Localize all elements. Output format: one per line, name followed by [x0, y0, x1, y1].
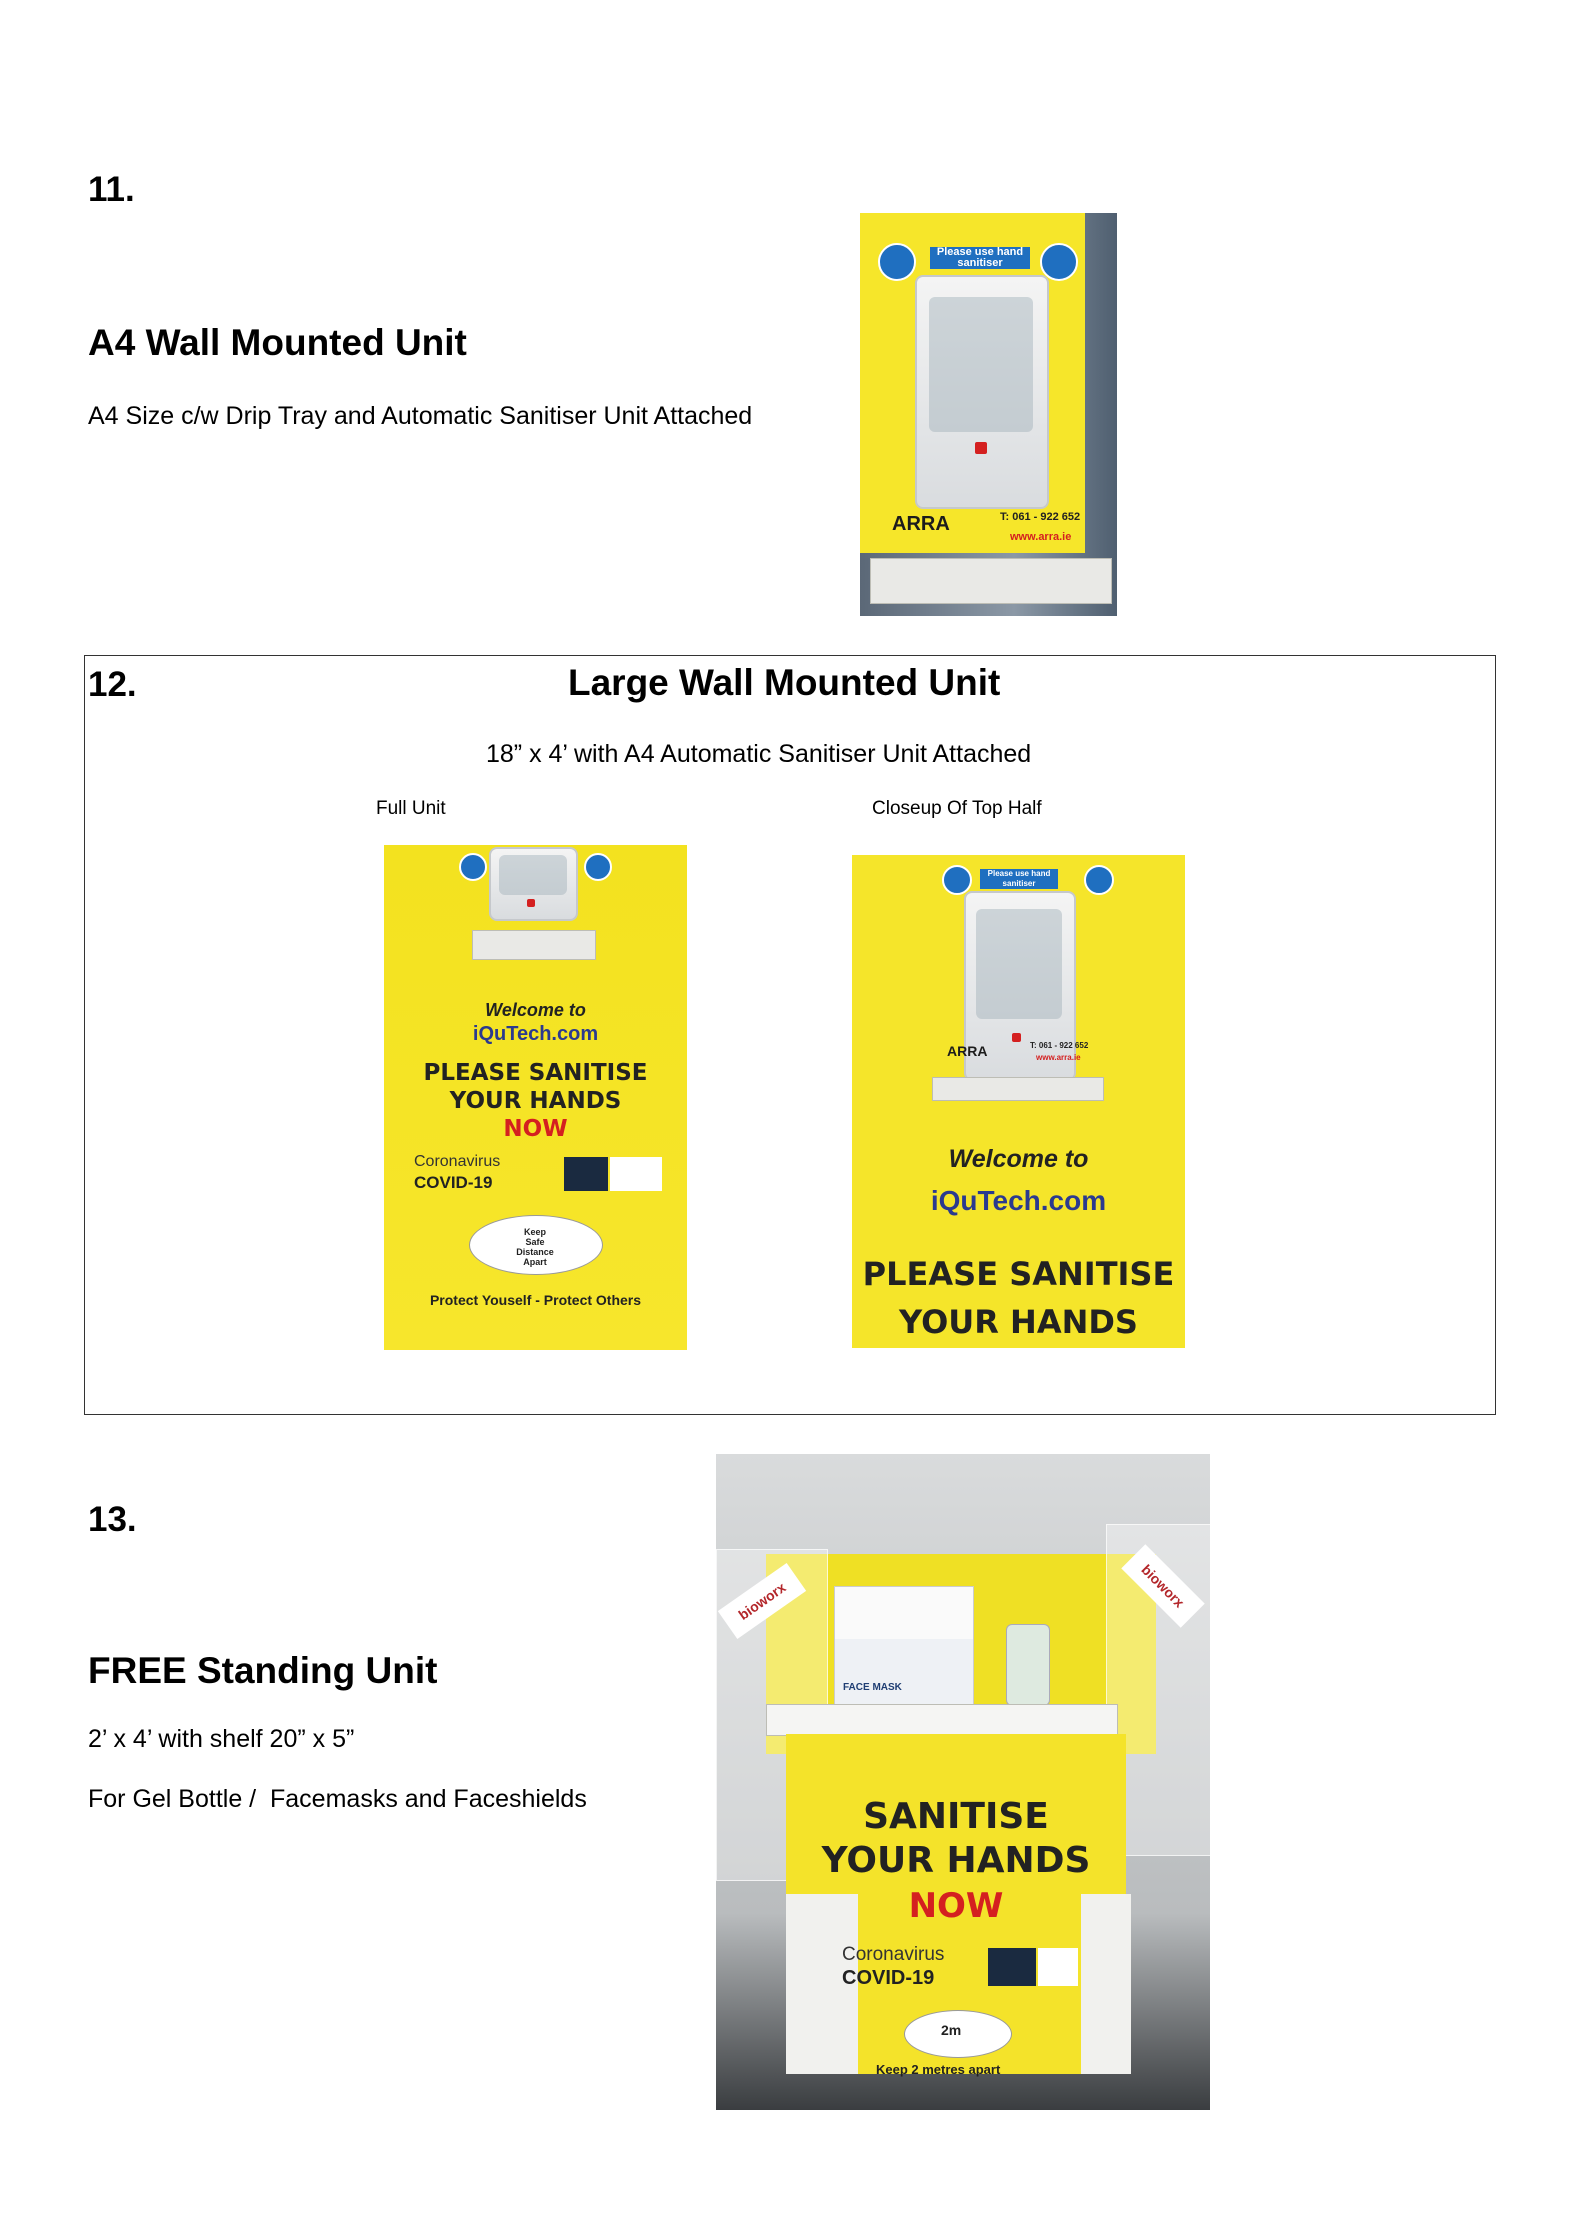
covid-virus-icon: [564, 1157, 608, 1191]
arra-phone: T: 061 - 922 652: [1030, 1041, 1089, 1050]
large-unit-closeup-photo: [852, 855, 1185, 1348]
section-12-title: Large Wall Mounted Unit: [568, 662, 1001, 703]
please-sanitise-line: PLEASE SANITISE: [862, 1255, 1175, 1293]
free-standing-unit-photo: [716, 1454, 1210, 2110]
now-line: NOW: [908, 1886, 1004, 1926]
arra-web: www.arra.ie: [1036, 1053, 1081, 1062]
large-unit-full-photo: [384, 845, 687, 1350]
arra-web: www.arra.ie: [1010, 531, 1072, 543]
caption-closeup: Closeup Of Top Half: [872, 798, 1042, 819]
sanitiser-dispenser: [489, 847, 578, 921]
face-mask-label: FACE MASK: [843, 1682, 902, 1693]
section-11-description: A4 Size c/w Drip Tray and Automatic Sanitiser Unit Attached: [88, 402, 753, 430]
caption-full-unit: Full Unit: [376, 798, 446, 819]
covid-text: COVID-19: [414, 1173, 493, 1192]
drip-tray: [472, 930, 596, 960]
welcome-text: Welcome to: [485, 1000, 586, 1020]
welcome-text: Welcome to: [948, 1145, 1089, 1173]
sanitiser-icon: [1084, 865, 1114, 895]
distance-text: Keep Safe Distance Apart: [516, 1227, 554, 1267]
hand-wash-icon: [459, 853, 487, 881]
sanitiser-icon: [1040, 243, 1078, 281]
now-line: NOW: [503, 1116, 568, 1142]
please-use-sign: Please use hand sanitiser: [980, 869, 1058, 889]
section-13-description-2: For Gel Bottle / Facemasks and Faceshields: [88, 1785, 587, 1813]
iqutech-logo: iQuTech.com: [472, 1023, 599, 1045]
section-13-title: FREE Standing Unit: [88, 1650, 438, 1691]
your-hands-line: YOUR HANDS: [899, 1303, 1138, 1341]
face-mask-box: [834, 1586, 974, 1710]
bioworx-tag-right: bioworx: [1121, 1544, 1204, 1627]
iqutech-logo: iQuTech.com: [930, 1185, 1107, 1216]
shelf: [766, 1704, 1118, 1736]
please-sanitise-line: PLEASE SANITISE: [423, 1060, 648, 1086]
coronavirus-text: Coronavirus: [414, 1153, 501, 1170]
bioworx-tag-left: bioworx: [718, 1563, 806, 1639]
section-12-frame: [84, 655, 1496, 1415]
arra-phone: T: 061 - 922 652: [1000, 511, 1081, 523]
please-use-sign: Please use hand sanitiser: [930, 247, 1030, 269]
covid-virus-icon: [988, 1948, 1036, 1986]
drip-tray: [932, 1077, 1104, 1101]
your-hands-line: YOUR HANDS: [821, 1840, 1091, 1881]
keep-apart-text: Keep 2 metres apart: [876, 2062, 1001, 2077]
drip-tray: [870, 558, 1112, 604]
section-13-description: 2’ x 4’ with shelf 20” x 5”: [88, 1725, 355, 1753]
section-11-number: 11.: [88, 170, 135, 209]
sanitiser-dispenser: [915, 275, 1049, 509]
hand-wash-icon: [942, 865, 972, 895]
covid-text: COVID-19: [842, 1967, 935, 1989]
section-13-number: 13.: [88, 1500, 137, 1539]
arra-logo: ARRA: [947, 1043, 988, 1059]
coronavirus-text: Coronavirus: [842, 1944, 945, 1965]
sanitise-line: SANITISE: [863, 1796, 1049, 1837]
section-12-number: 12.: [88, 665, 137, 704]
distance-text: 2m: [941, 2022, 962, 2038]
section-11-title: A4 Wall Mounted Unit: [88, 322, 467, 363]
section-12-description: 18” x 4’ with A4 Automatic Sanitiser Unit Attached: [486, 740, 1032, 768]
arra-logo: ARRA: [892, 513, 950, 535]
your-hands-line: YOUR HANDS: [449, 1088, 622, 1114]
hand-wash-icon: [878, 243, 916, 281]
a4-wall-unit-photo: [860, 213, 1117, 616]
gel-bottle: [1006, 1624, 1050, 1706]
sanitiser-icon: [584, 853, 612, 881]
protect-text: Protect Youself - Protect Others: [429, 1292, 642, 1308]
